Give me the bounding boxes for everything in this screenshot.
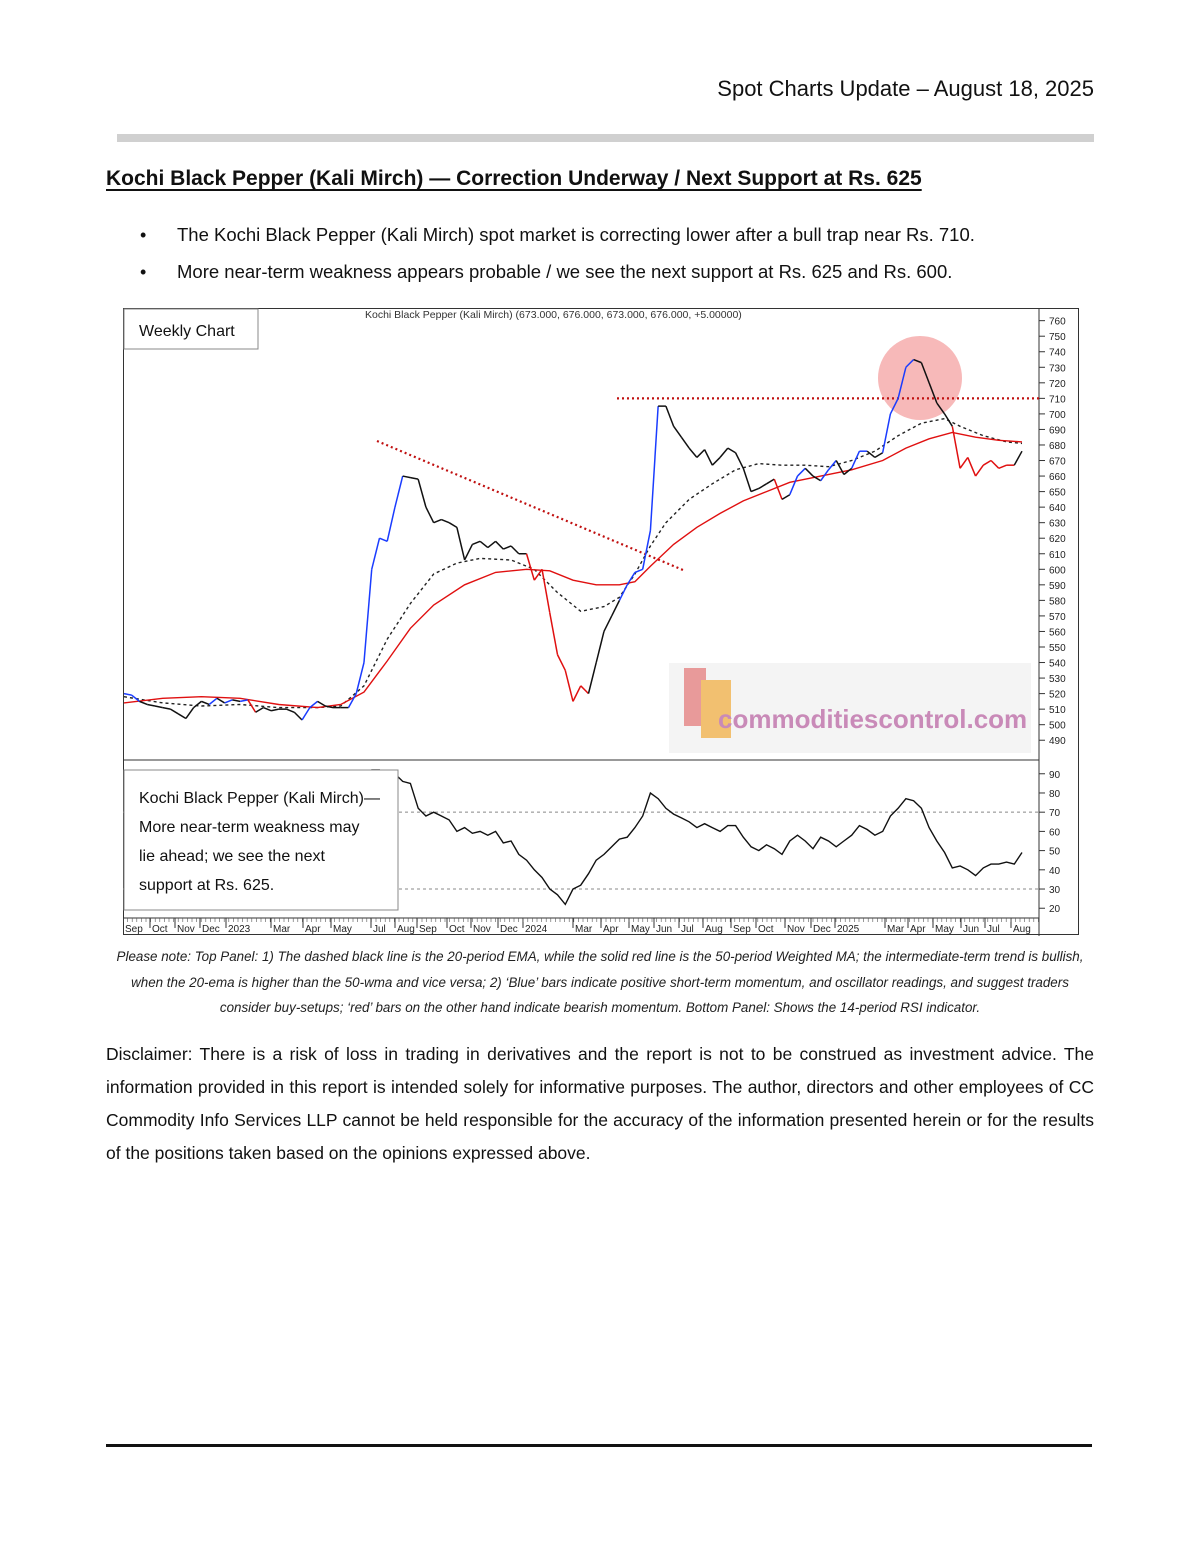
price-tick-label: 680 bbox=[1049, 440, 1066, 452]
price-tick-label: 510 bbox=[1049, 705, 1066, 717]
annotation-line: lie ahead; we see the next bbox=[139, 848, 325, 865]
annotation-line: Kochi Black Pepper (Kali Mirch)— bbox=[139, 790, 380, 807]
date-tick-label: May bbox=[935, 924, 954, 935]
date-tick-label: Dec bbox=[813, 924, 831, 935]
price-tick-label: 550 bbox=[1049, 642, 1066, 654]
headline: Kochi Black Pepper (Kali Mirch) — Correction Underway / Next Support at Rs. 625 bbox=[106, 167, 922, 190]
date-tick-label: Sep bbox=[733, 924, 751, 935]
footer-divider bbox=[106, 1444, 1092, 1447]
date-tick-label: Sep bbox=[419, 924, 437, 935]
rsi-tick-label: 70 bbox=[1049, 808, 1061, 820]
price-tick-label: 560 bbox=[1049, 627, 1066, 639]
date-tick-label: 2024 bbox=[525, 924, 548, 935]
price-tick-label: 690 bbox=[1049, 425, 1066, 437]
price-tick-label: 570 bbox=[1049, 611, 1066, 623]
price-tick-label: 750 bbox=[1049, 332, 1066, 344]
price-tick-label: 500 bbox=[1049, 720, 1066, 732]
annotation-line: support at Rs. 625. bbox=[139, 877, 275, 894]
price-tick-label: 580 bbox=[1049, 596, 1066, 608]
chart-svg bbox=[123, 308, 1080, 936]
date-tick-label: Jun bbox=[656, 924, 673, 935]
bullet-list bbox=[140, 222, 975, 296]
price-tick-label: 520 bbox=[1049, 689, 1066, 701]
date-tick-label: Jul bbox=[987, 924, 1000, 935]
date-tick-label: Nov bbox=[473, 924, 491, 935]
rsi-tick-label: 20 bbox=[1049, 904, 1061, 916]
date-tick-label: Mar bbox=[575, 924, 593, 935]
date-tick-label: Jun bbox=[963, 924, 980, 935]
date-tick-label: Dec bbox=[500, 924, 518, 935]
report-title: Spot Charts Update – August 18, 2025 bbox=[717, 76, 1094, 101]
price-tick-label: 490 bbox=[1049, 736, 1066, 748]
watermark bbox=[669, 663, 1031, 753]
bullet-item: • More near-term weakness appears probable / we see the next support at Rs. 625 and Rs. 600. bbox=[140, 259, 975, 296]
bullet-item: • The Kochi Black Pepper (Kali Mirch) spot market is correcting lower after a bull trap near Rs. 710. bbox=[140, 222, 975, 259]
date-tick-label: May bbox=[333, 924, 352, 935]
price-chart bbox=[123, 308, 1080, 936]
price-tick-label: 620 bbox=[1049, 534, 1066, 546]
date-tick-label: Aug bbox=[397, 924, 415, 935]
watermark-text: commoditiescontrol.com bbox=[718, 704, 1028, 734]
price-tick-label: 670 bbox=[1049, 456, 1066, 468]
date-tick-label: Apr bbox=[603, 924, 619, 935]
bull-trap-highlight bbox=[878, 336, 962, 420]
date-tick-label: Aug bbox=[705, 924, 723, 935]
date-tick-label: Jul bbox=[681, 924, 694, 935]
weekly-label: Weekly Chart bbox=[139, 323, 235, 340]
date-tick-label: Oct bbox=[152, 924, 168, 935]
price-tick-label: 600 bbox=[1049, 565, 1066, 577]
price-tick-label: 730 bbox=[1049, 363, 1066, 375]
header-divider bbox=[117, 134, 1094, 142]
date-tick-label: Oct bbox=[449, 924, 465, 935]
price-tick-label: 640 bbox=[1049, 503, 1066, 515]
rsi-tick-label: 90 bbox=[1049, 769, 1061, 781]
chart-note: Please note: Top Panel: 1) The dashed black line is the 20-period EMA, while the solid red line is the 50-period Weighted MA; the intermediate-term trend is bullish, when the 20-ema is higher than the 50-wma and vice versa; 2) ‘Blue’ bars indicate positive short-term momentum, and oscillator readings, and suggest traders consider buy-setups; ‘red’ bars on the other hand indicate bearish momentum. Bottom Panel: Shows the 14-period RSI indicator. bbox=[116, 949, 1084, 1015]
price-tick-label: 530 bbox=[1049, 674, 1066, 686]
date-tick-label: 2023 bbox=[228, 924, 251, 935]
price-tick-label: 720 bbox=[1049, 378, 1066, 390]
date-tick-label: Aug bbox=[1013, 924, 1031, 935]
price-tick-label: 710 bbox=[1049, 394, 1066, 406]
chart-title: Kochi Black Pepper (Kali Mirch) (673.000, 676.000, 673.000, 676.000, +5.00000) bbox=[365, 309, 742, 321]
rsi-tick-label: 40 bbox=[1049, 865, 1061, 877]
price-tick-label: 630 bbox=[1049, 518, 1066, 530]
date-tick-label: Mar bbox=[887, 924, 905, 935]
disclaimer: Disclaimer: There is a risk of loss in trading in derivatives and the report is not to be construed as investment advice. The information provided in this report is intended solely for informative purposes. The author, directors and other employees of CC Commodity Info Services LLP cannot be held responsible for the accuracy of the information presented herein or for the results of the positions taken based on the opinions expressed above. bbox=[106, 1044, 1094, 1163]
date-tick-label: Oct bbox=[758, 924, 774, 935]
date-tick-label: Nov bbox=[787, 924, 805, 935]
date-tick-label: Apr bbox=[910, 924, 926, 935]
price-tick-label: 700 bbox=[1049, 409, 1066, 421]
annotation-line: More near-term weakness may bbox=[139, 819, 360, 836]
price-tick-label: 540 bbox=[1049, 658, 1066, 670]
date-tick-label: Jul bbox=[373, 924, 386, 935]
date-tick-label: 2025 bbox=[837, 924, 860, 935]
price-tick-label: 740 bbox=[1049, 347, 1066, 359]
price-tick-label: 590 bbox=[1049, 580, 1066, 592]
rsi-tick-label: 50 bbox=[1049, 846, 1061, 858]
rsi-tick-label: 30 bbox=[1049, 885, 1061, 897]
rsi-tick-label: 60 bbox=[1049, 827, 1061, 839]
price-tick-label: 660 bbox=[1049, 472, 1066, 484]
date-tick-label: May bbox=[631, 924, 650, 935]
price-tick-label: 650 bbox=[1049, 487, 1066, 499]
price-tick-label: 610 bbox=[1049, 549, 1066, 561]
price-tick-label: 760 bbox=[1049, 316, 1066, 328]
date-tick-label: Dec bbox=[202, 924, 220, 935]
rsi-tick-label: 80 bbox=[1049, 788, 1061, 800]
date-tick-label: Sep bbox=[125, 924, 143, 935]
date-tick-label: Mar bbox=[273, 924, 291, 935]
date-tick-label: Nov bbox=[177, 924, 195, 935]
date-tick-label: Apr bbox=[305, 924, 321, 935]
